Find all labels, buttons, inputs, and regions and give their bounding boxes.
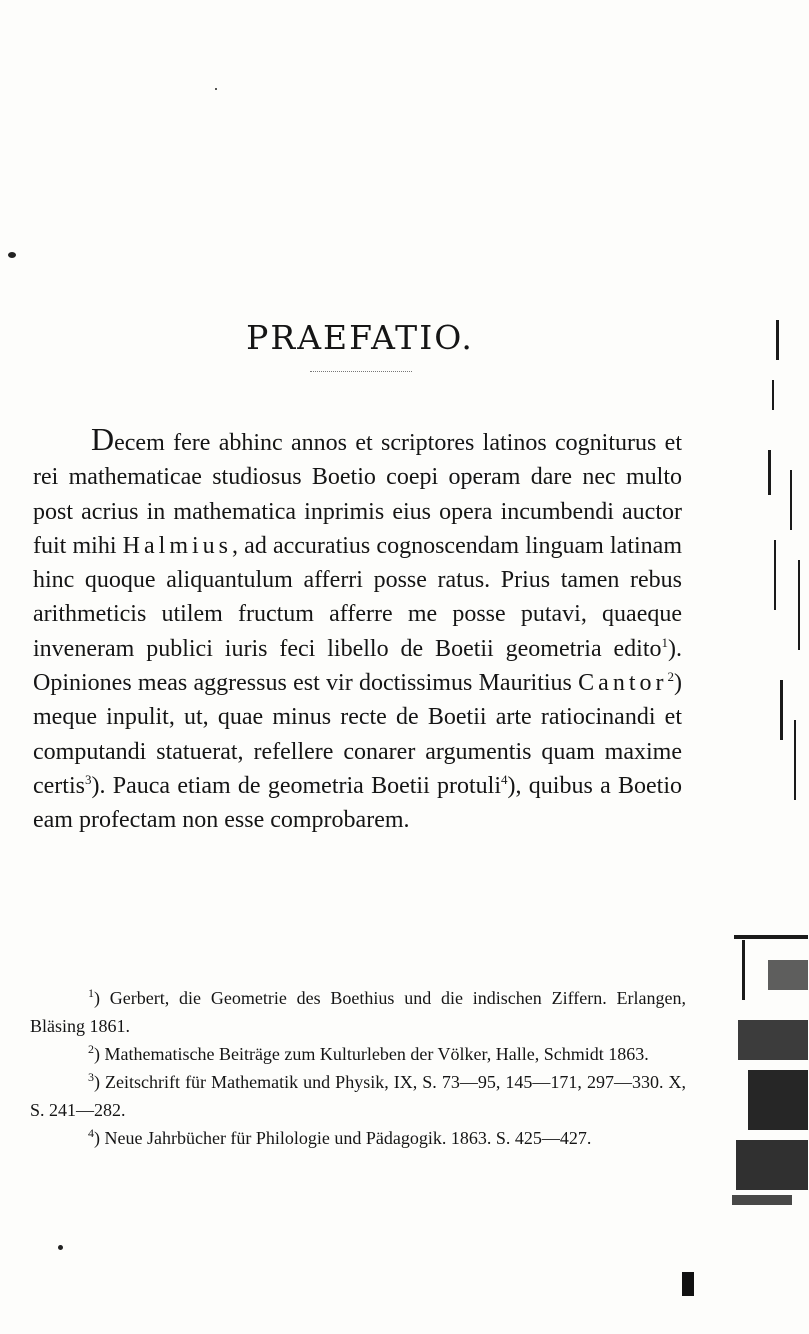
footnote-number: 1	[88, 986, 94, 1000]
scan-speck	[58, 1245, 63, 1250]
body-text-2: , ad accuratius cognoscendam linguam latinam hinc quoque aliquantulum afferri posse ratus. Prius tamen rebus arithmeticis utilem fructum afferre me posse putavi, quaeque inveneram publici iuris feci libello de Boetii geometria edito	[33, 532, 682, 662]
body-text-5: ). Pauca etiam de geometria Boetii protuli	[91, 772, 502, 799]
footnote-ref-3: 3	[84, 771, 92, 787]
footnote-4	[30, 1124, 686, 1152]
footnote-number: 2	[88, 1042, 94, 1056]
preface-body	[33, 421, 682, 838]
footnote-3	[30, 1068, 686, 1124]
footnote-text: ) Gerbert, die Geometrie des Boethius und die indischen Ziffern. Erlangen, Bläsing 1861.	[30, 988, 686, 1036]
footnotes	[30, 984, 686, 1152]
body-text-3: ). Opiniones meas aggressus est vir doctissimus Mauritius	[33, 635, 682, 697]
name-cantor: Cantor	[578, 670, 668, 697]
footnote-2	[30, 1040, 686, 1068]
scan-page-edge	[728, 300, 808, 1235]
scan-speck	[215, 88, 217, 90]
footnote-number: 4	[88, 1126, 94, 1140]
footnote-ref-2: 2	[667, 669, 674, 685]
footnote-text: ) Zeitschrift für Mathematik und Physik, IX, S. 73—95, 145—171, 297—330. X, S. 241—282.	[30, 1072, 686, 1120]
footnote-text: ) Neue Jahrbücher für Philologie und Pädagogik. 1863. S. 425—427.	[94, 1128, 592, 1148]
scan-blot	[682, 1272, 694, 1296]
body-text-1: ecem fere abhinc annos et scriptores latinos cogniturus et rei mathematicae studiosus Boetio coepi operam dare nec multo post acrius in mathematica inprimis eius opera incumbendi auctor fuit mihi	[33, 430, 682, 559]
body-text-6: ), quibus a Boetio eam profectam non esse comprobarem.	[33, 772, 682, 834]
footnote-ref-1: 1	[661, 634, 668, 650]
footnote-text: ) Mathematische Beiträge zum Kulturleben der Völker, Halle, Schmidt 1863.	[94, 1044, 649, 1064]
footnote-number: 3	[88, 1070, 94, 1084]
scan-speck	[8, 252, 16, 258]
title-ornament-rule	[310, 371, 412, 372]
body-text-4: ) meque inpulit, ut, quae minus recte de Boetii arte ratiocinandi et computandi statuerat, refellere conarer argumentis quam maxime certis	[33, 670, 682, 799]
preface-paragraph	[33, 421, 682, 838]
footnote-1	[30, 984, 686, 1040]
name-halmius: Halmius	[122, 532, 232, 559]
page-title: PRAEFATIO.	[246, 318, 474, 358]
footnote-ref-4: 4	[501, 771, 508, 787]
drop-cap: D	[91, 421, 115, 457]
